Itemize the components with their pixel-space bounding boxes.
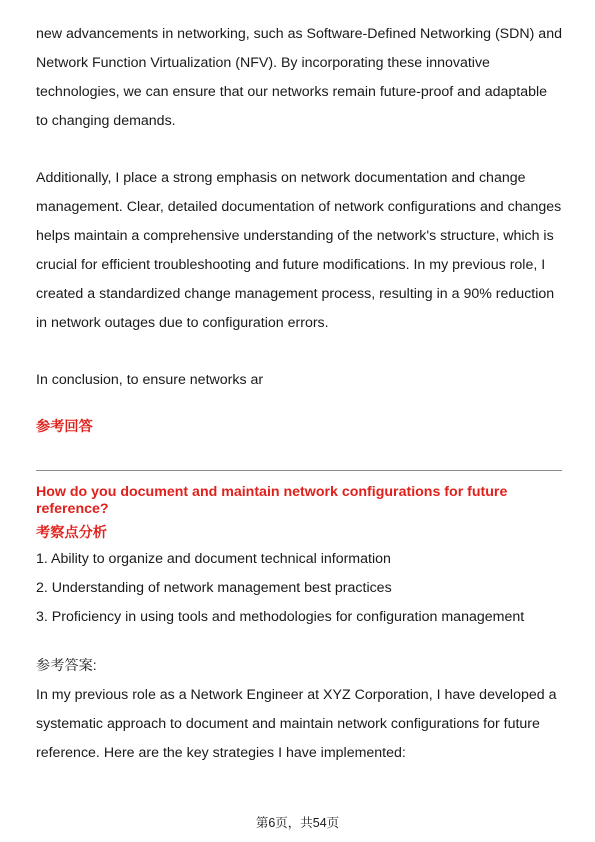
paragraph-intro: new advancements in networking, such as Software-Defined Networking (SDN) and Network Function Virtualization (NFV). By incorporating these innovative technologies, we can ensure that our networks remain future-proof and adaptable to changing demands. <box>36 26 562 129</box>
paragraph-conclusion: In conclusion, to ensure networks ar <box>36 372 264 388</box>
page-number-footer: 第6页，共54页 <box>255 816 340 830</box>
analysis-points-list <box>36 545 562 632</box>
reference-answer-label: 参考回答 <box>36 419 93 435</box>
document-page <box>36 20 562 768</box>
analysis-title: 考察点分析 <box>36 525 107 541</box>
paragraph-documentation: Additionally, I place a strong emphasis on network documentation and change management. Clear, detailed documentation of network configurations and changes helps maintain a comprehensive understanding of the network's structure, which is crucial for efficient troubleshooting and future modifications. In my previous role, I created a standardized change management process, resulting in a 90% reduction in network outages due to configuration errors. <box>36 170 562 331</box>
analysis-point: 2. Understanding of network management best practices <box>36 580 392 596</box>
spacer <box>36 632 562 652</box>
analysis-point: 3. Proficiency in using tools and methodologies for configuration management <box>36 609 525 625</box>
analysis-point: 1. Ability to organize and document technical information <box>36 551 391 567</box>
spacer <box>36 136 562 164</box>
spacer <box>36 338 562 366</box>
spacer <box>36 395 562 413</box>
answer-label: 参考答案: <box>36 658 97 674</box>
section-divider <box>36 470 562 471</box>
answer-paragraph: In my previous role as a Network Engineer at XYZ Corporation, I have developed a systematic approach to document and maintain network configurations for future reference. Here are the key strategies I have implemented: <box>36 687 557 761</box>
question-heading: How do you document and maintain network configurations for future reference? <box>36 484 508 517</box>
